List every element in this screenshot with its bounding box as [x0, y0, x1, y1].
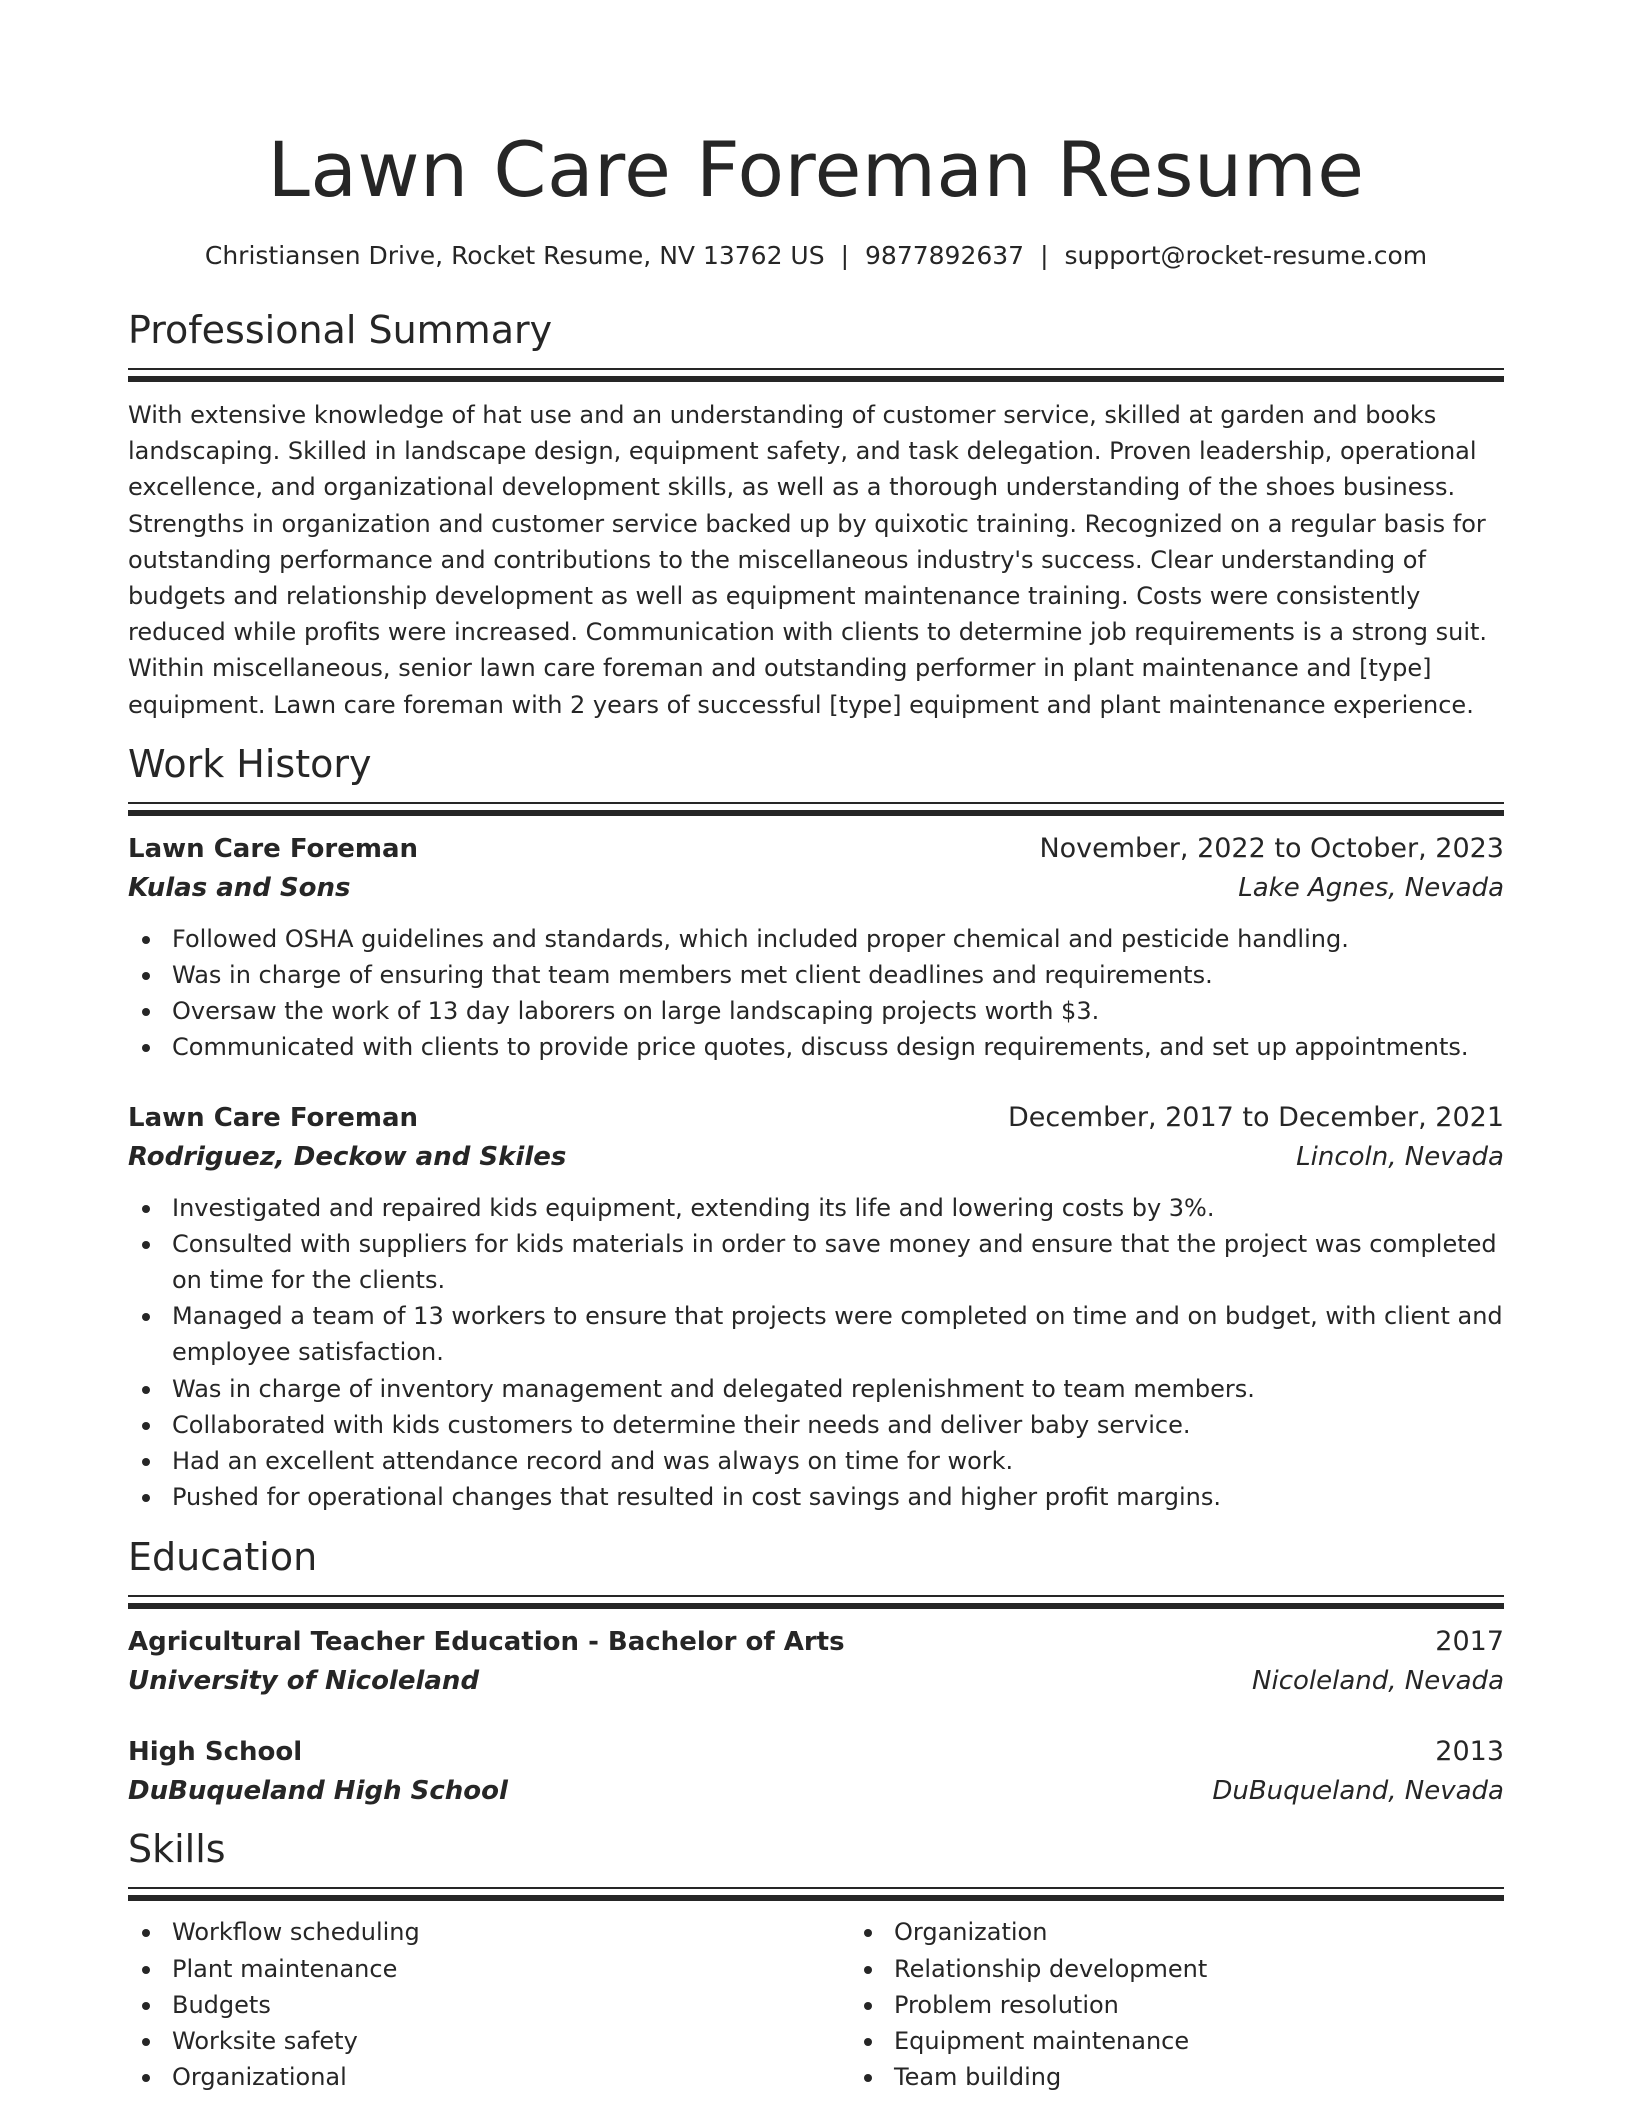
job-title: Lawn Care Foreman — [128, 833, 418, 864]
education-school: University of Nicoleland — [128, 1666, 480, 1697]
skills-list-right — [850, 1914, 1572, 2095]
contact-separator: | — [840, 241, 850, 270]
section-divider — [128, 1887, 1504, 1901]
job-employer: Rodriguez, Deckow and Skiles — [128, 1141, 567, 1172]
skills-columns — [128, 1914, 1504, 2095]
contact-line — [128, 238, 1504, 274]
job-location: Lake Agnes, Nevada — [1238, 872, 1504, 903]
skills-section — [128, 1823, 1504, 2095]
job-duties — [128, 921, 1504, 1066]
education-degree: High School — [128, 1737, 303, 1768]
education-section — [128, 1531, 1504, 1811]
skill-item: Team building — [894, 2059, 1572, 2095]
section-divider — [128, 1595, 1504, 1609]
education-degree: Agricultural Teacher Education - Bachelor of Arts — [128, 1627, 845, 1658]
list-item: Communicated with clients to provide price quotes, discuss design requirements, and set up appointments. — [172, 1029, 1504, 1065]
skills-heading: Skills — [128, 1827, 226, 1872]
work-history-heading: Work History — [128, 741, 372, 786]
job-duties — [128, 1190, 1504, 1516]
job-dates: December, 2017 to December, 2021 — [1007, 1101, 1504, 1133]
skill-item: Plant maintenance — [172, 1951, 850, 1987]
education-entry — [128, 1733, 1504, 1811]
education-entry — [128, 1623, 1504, 1701]
list-item: Had an excellent attendance record and was always on time for work. — [172, 1443, 1504, 1479]
skill-item: Organizational — [172, 2059, 850, 2095]
contact-email: support@rocket-resume.com — [1064, 241, 1428, 270]
skill-item: Relationship development — [894, 1951, 1572, 1987]
job-dates: November, 2022 to October, 2023 — [1039, 832, 1504, 864]
resume-title: Lawn Care Foreman Resume — [267, 125, 1365, 214]
job-title: Lawn Care Foreman — [128, 1102, 418, 1133]
skill-item: Problem resolution — [894, 1987, 1572, 2023]
summary-section — [128, 304, 1504, 723]
list-item: Collaborated with kids customers to determine their needs and deliver baby service. — [172, 1407, 1504, 1443]
education-location: Nicoleland, Nevada — [1252, 1666, 1504, 1697]
skill-item: Workflow scheduling — [172, 1914, 850, 1950]
skill-item: Budgets — [172, 1987, 850, 2023]
work-history-section — [128, 738, 1504, 1516]
resume-page — [128, 0, 1504, 2095]
job-location: Lincoln, Nevada — [1296, 1141, 1504, 1172]
contact-phone: 9877892637 — [865, 241, 1025, 270]
list-item: Was in charge of inventory management and delegated replenishment to team members. — [172, 1371, 1504, 1407]
education-school: DuBuqueland High School — [128, 1776, 508, 1807]
contact-separator: | — [1040, 241, 1049, 270]
education-year: 2013 — [1435, 1736, 1504, 1768]
section-divider — [128, 368, 1504, 382]
job-entry — [128, 1099, 1504, 1516]
list-item: Investigated and repaired kids equipment, extending its life and lowering costs by 3%. — [172, 1190, 1504, 1226]
list-item: Consulted with suppliers for kids materials in order to save money and ensure that the project was completed on time for the clients. — [172, 1226, 1504, 1298]
skills-list-left — [128, 1914, 850, 2095]
list-item: Managed a team of 13 workers to ensure that projects were completed on time and on budget, with client and employee satisfaction. — [172, 1298, 1504, 1370]
summary-text: With extensive knowledge of hat use and an understanding of customer service, skilled at garden and books landscaping. Skilled in landscape design, equipment safety, and task delegation. Proven leadership, operational excellence, and organizational development skills, as well as a thorough understanding of the shoes business. Strengths in organization and customer service backed up by quixotic training. Recognized on a regular basis for outstanding performance and contributions to the miscellaneous industry's success. Clear understanding of budgets and relationship development as well as equipment maintenance training. Costs were consistently reduced while profits were increased. Communication with clients to determine job requirements is a strong suit. Within miscellaneous, senior lawn care foreman and outstanding performer in plant maintenance and [type] equipment. Lawn care foreman with 2 years of successful [type] equipment and plant maintenance experience. — [128, 401, 1488, 719]
summary-heading: Professional Summary — [128, 308, 553, 352]
skill-item: Equipment maintenance — [894, 2023, 1572, 2059]
list-item: Pushed for operational changes that resulted in cost savings and higher profit margins. — [172, 1479, 1504, 1515]
job-entry — [128, 830, 1504, 1066]
job-employer: Kulas and Sons — [128, 872, 351, 903]
list-item: Was in charge of ensuring that team members met client deadlines and requirements. — [172, 957, 1504, 993]
list-item: Followed OSHA guidelines and standards, which included proper chemical and pesticide handling. — [172, 921, 1504, 957]
skill-item: Worksite safety — [172, 2023, 850, 2059]
list-item: Oversaw the work of 13 day laborers on large landscaping projects worth $3. — [172, 993, 1504, 1029]
section-divider — [128, 802, 1504, 816]
education-location: DuBuqueland, Nevada — [1212, 1776, 1504, 1807]
education-year: 2017 — [1435, 1626, 1504, 1658]
skill-item: Organization — [894, 1914, 1572, 1950]
contact-address: Christiansen Drive, Rocket Resume, NV 13762 US — [204, 241, 825, 270]
education-heading: Education — [128, 1535, 318, 1580]
